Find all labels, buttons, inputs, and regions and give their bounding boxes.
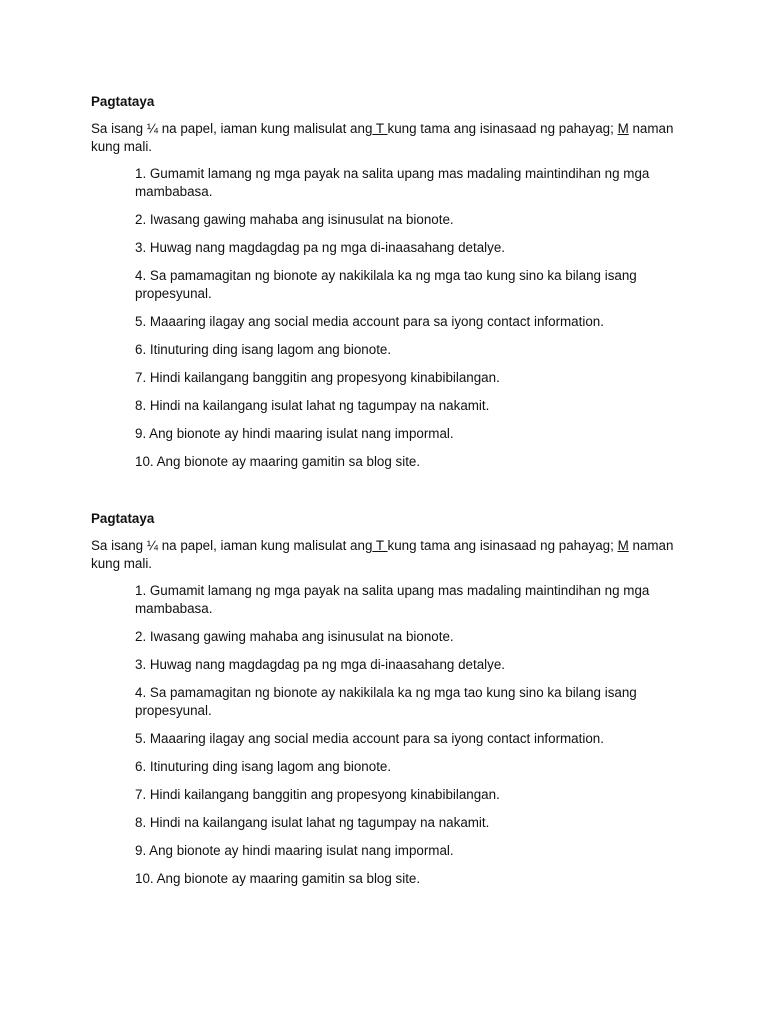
- list-item: 7. Hindi kailangang banggitin ang propesyong kinabibilangan.: [135, 787, 500, 802]
- list-item: 2. Iwasang gawing mahaba ang isinusulat na bionote.: [135, 629, 454, 644]
- list-item: 10. Ang bionote ay maaring gamitin sa blog site.: [135, 454, 421, 469]
- list-item: 9. Ang bionote ay hindi maaring isulat nang impormal.: [135, 843, 454, 858]
- list-item: 1. Gumamit lamang ng mga payak na salita upang mas madaling maintindihan ng mga mambabasa.: [135, 583, 650, 616]
- instruction-part1: Sa isang ¼ na papel, iaman kung malisulat ang: [91, 538, 373, 553]
- list-item: 8. Hindi na kailangang isulat lahat ng tagumpay na nakamit.: [135, 398, 490, 413]
- statement-list: [91, 165, 681, 471]
- list-item: 4. Sa pamamagitan ng bionote ay nakikilala ka ng mga tao kung sino ka bilang isang propesyunal.: [135, 685, 637, 718]
- list-item: 4. Sa pamamagitan ng bionote ay nakikilala ka ng mga tao kung sino ka bilang isang propesyunal.: [135, 268, 637, 301]
- list-item: 6. Itinuturing ding isang lagom ang bionote.: [135, 342, 392, 357]
- instruction-text: [91, 120, 681, 156]
- false-mark: M: [617, 538, 629, 553]
- statement-list: [91, 582, 681, 888]
- false-mark: M: [617, 121, 629, 136]
- list-item: 10. Ang bionote ay maaring gamitin sa blog site.: [135, 871, 421, 886]
- true-mark: T: [372, 538, 388, 553]
- list-item: 2. Iwasang gawing mahaba ang isinusulat na bionote.: [135, 212, 454, 227]
- section-title: Pagtataya: [91, 94, 155, 109]
- list-item: 1. Gumamit lamang ng mga payak na salita upang mas madaling maintindihan ng mga mambabasa.: [135, 166, 650, 199]
- instruction-part3: naman kung mali.: [91, 538, 674, 571]
- list-item: 6. Itinuturing ding isang lagom ang bionote.: [135, 759, 392, 774]
- list-item: 5. Maaaring ilagay ang social media account para sa iyong contact information.: [135, 314, 604, 329]
- instruction-text: [91, 537, 681, 573]
- list-item: 7. Hindi kailangang banggitin ang propesyong kinabibilangan.: [135, 370, 500, 385]
- instruction-part2: kung tama ang isinasaad ng pahayag;: [387, 121, 618, 136]
- list-item: 3. Huwag nang magdagdag pa ng mga di-inaasahang detalye.: [135, 240, 506, 255]
- list-item: 5. Maaaring ilagay ang social media account para sa iyong contact information.: [135, 731, 604, 746]
- instruction-part2: kung tama ang isinasaad ng pahayag;: [387, 538, 618, 553]
- list-item: 9. Ang bionote ay hindi maaring isulat nang impormal.: [135, 426, 454, 441]
- quiz-section-1: [91, 93, 681, 481]
- quiz-section-2: [91, 510, 681, 898]
- section-title: Pagtataya: [91, 511, 155, 526]
- instruction-part1: Sa isang ¼ na papel, iaman kung malisulat ang: [91, 121, 373, 136]
- list-item: 8. Hindi na kailangang isulat lahat ng tagumpay na nakamit.: [135, 815, 490, 830]
- true-mark: T: [372, 121, 388, 136]
- instruction-part3: naman kung mali.: [91, 121, 674, 154]
- list-item: 3. Huwag nang magdagdag pa ng mga di-inaasahang detalye.: [135, 657, 506, 672]
